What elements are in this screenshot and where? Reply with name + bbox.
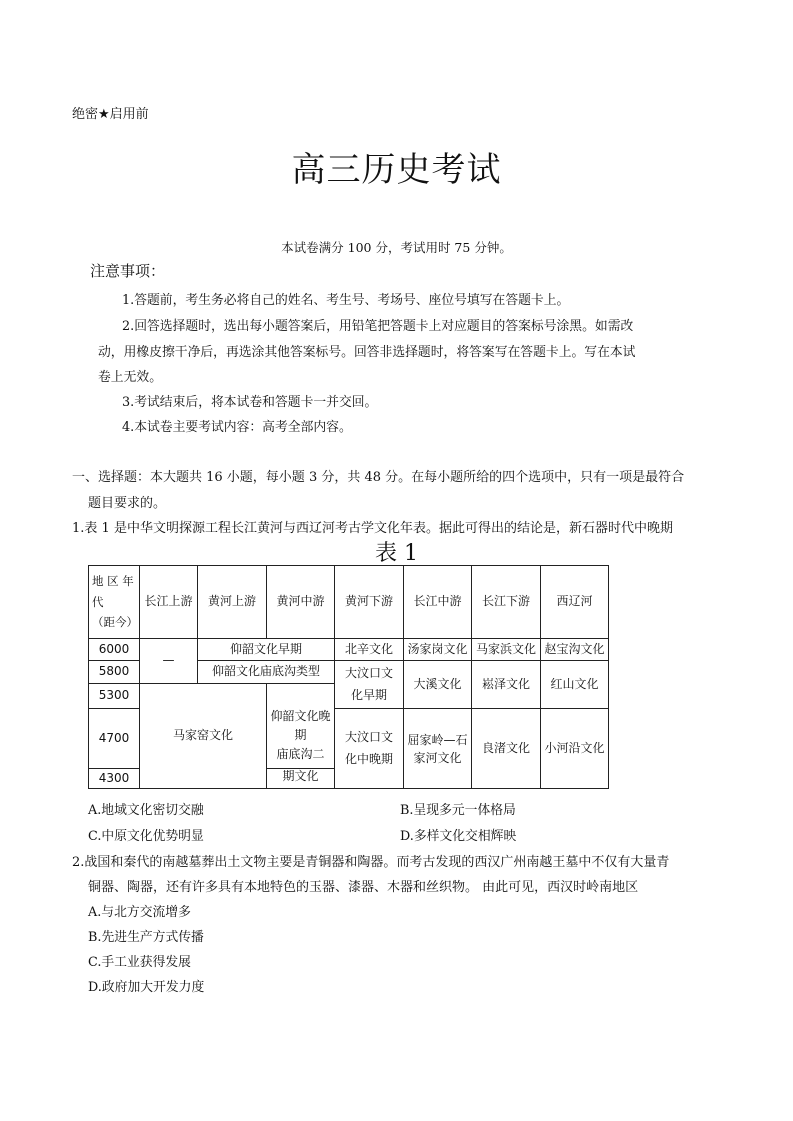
year-cell: 4300 xyxy=(89,769,140,789)
notice-item-2-line-2: 动，用橡皮擦干净后，再选涂其他答案标号。回答非选择题时，将答案写在答题卡上。写在本试 xyxy=(98,345,636,360)
section-heading-line-1: 一、选择题：本大题共 16 小题，每小题 3 分，共 48 分。在每小题所给的四个选项中，只有一项是最符合 xyxy=(72,470,685,485)
culture-cell: 仰韶文化早期 xyxy=(198,639,335,661)
corner-region-year: 地 区 年 xyxy=(92,573,134,588)
q1-option-a[interactable]: A.地域文化密切交融 xyxy=(88,803,204,818)
notice-item-3: 3.考试结束后，将本试卷和答题卡一并交回。 xyxy=(122,395,378,410)
year-cell: 5300 xyxy=(89,684,140,709)
header-region: 长江上游 xyxy=(140,566,198,639)
culture-cell: 仰韶文化庙底沟类型 xyxy=(198,661,335,684)
question-2-stem-line-1: 2.战国和秦代的南越墓葬出土文物主要是青铜器和陶器。而考古发现的西汉广州南越王墓中不仅有大量青 xyxy=(72,855,670,870)
culture-cell: 良渚文化 xyxy=(472,709,541,789)
question-1-stem: 1.表 1 是中华文明探源工程长江黄河与西辽河考古学文化年表。据此可得出的结论是，新石器时代中晚期 xyxy=(72,521,673,536)
q2-option-c[interactable]: C.手工业获得发展 xyxy=(88,955,191,970)
culture-cell: 北辛文化 xyxy=(335,639,404,661)
confidential-mark: 绝密★启用前 xyxy=(72,107,149,122)
year-cell: 4700 xyxy=(89,709,140,769)
corner-ago: （距今） xyxy=(92,615,138,630)
culture-cell: — xyxy=(140,639,198,684)
q1-option-b[interactable]: B.呈现多元一体格局 xyxy=(400,803,516,818)
header-region: 黄河下游 xyxy=(335,566,404,639)
notice-item-2-line-1: 2.回答选择题时，选出每小题答案后，用铅笔把答题卡上对应题目的答案标号涂黑。如需改 xyxy=(122,319,634,334)
culture-cell: 汤家岗文化 xyxy=(404,639,472,661)
table-corner-header xyxy=(89,566,140,639)
culture-cell xyxy=(335,709,404,789)
culture-text: 大汶口文化早期 xyxy=(344,665,393,702)
q2-option-d[interactable]: D.政府加大开发力度 xyxy=(88,980,205,995)
culture-cell: 小河沿文化 xyxy=(541,709,609,789)
culture-cell xyxy=(267,746,335,789)
q1-option-d[interactable]: D.多样文化交相辉映 xyxy=(400,829,517,844)
culture-cell xyxy=(404,709,472,789)
header-region: 长江中游 xyxy=(404,566,472,639)
notice-item-4: 4.本试卷主要考试内容：高考全部内容。 xyxy=(122,420,352,435)
q1-option-c[interactable]: C.中原文化优势明显 xyxy=(88,829,204,844)
notice-item-2-line-3: 卷上无效。 xyxy=(98,370,162,385)
culture-text: 仰韶文化晚期 xyxy=(270,708,331,742)
table-title: 表 1 xyxy=(375,541,418,566)
header-region: 黄河中游 xyxy=(267,566,335,639)
notice-item-1: 1.答题前，考生务必将自己的姓名、考生号、考场号、座位号填写在答题卡上。 xyxy=(122,293,570,308)
culture-cell: 崧泽文化 xyxy=(472,661,541,709)
culture-cell: 马家浜文化 xyxy=(472,639,541,661)
notice-heading: 注意事项： xyxy=(90,262,166,280)
culture-text: 屈家岭—石家河文化 xyxy=(407,732,468,765)
section-heading-line-2: 题目要求的。 xyxy=(88,496,167,511)
culture-text: 大汶口文化中晚期 xyxy=(344,729,393,766)
culture-cell: 大溪文化 xyxy=(404,661,472,709)
culture-chronology-table xyxy=(88,565,609,789)
question-2-stem-line-2: 铜器、陶器，还有许多具有本地特色的玉器、漆器、木器和丝织物。 由此可见，西汉时岭南地区 xyxy=(88,880,639,895)
culture-cell xyxy=(335,661,404,709)
header-region: 西辽河 xyxy=(541,566,609,639)
header-region: 黄河上游 xyxy=(198,566,267,639)
exam-subtitle: 本试卷满分 100 分，考试用时 75 分钟。 xyxy=(281,240,512,255)
culture-text: 庙底沟二期文化 xyxy=(276,746,325,783)
culture-cell: 马家窑文化 xyxy=(140,684,267,789)
culture-cell: 红山文化 xyxy=(541,661,609,709)
header-region: 长江下游 xyxy=(472,566,541,639)
exam-title: 高三历史考试 xyxy=(291,150,502,190)
q2-option-a[interactable]: A.与北方交流增多 xyxy=(88,905,191,920)
corner-dai: 代 xyxy=(92,594,104,609)
year-cell: 6000 xyxy=(89,639,140,661)
year-cell: 5800 xyxy=(89,661,140,684)
culture-cell: 赵宝沟文化 xyxy=(541,639,609,661)
q2-option-b[interactable]: B.先进生产方式传播 xyxy=(88,930,204,945)
